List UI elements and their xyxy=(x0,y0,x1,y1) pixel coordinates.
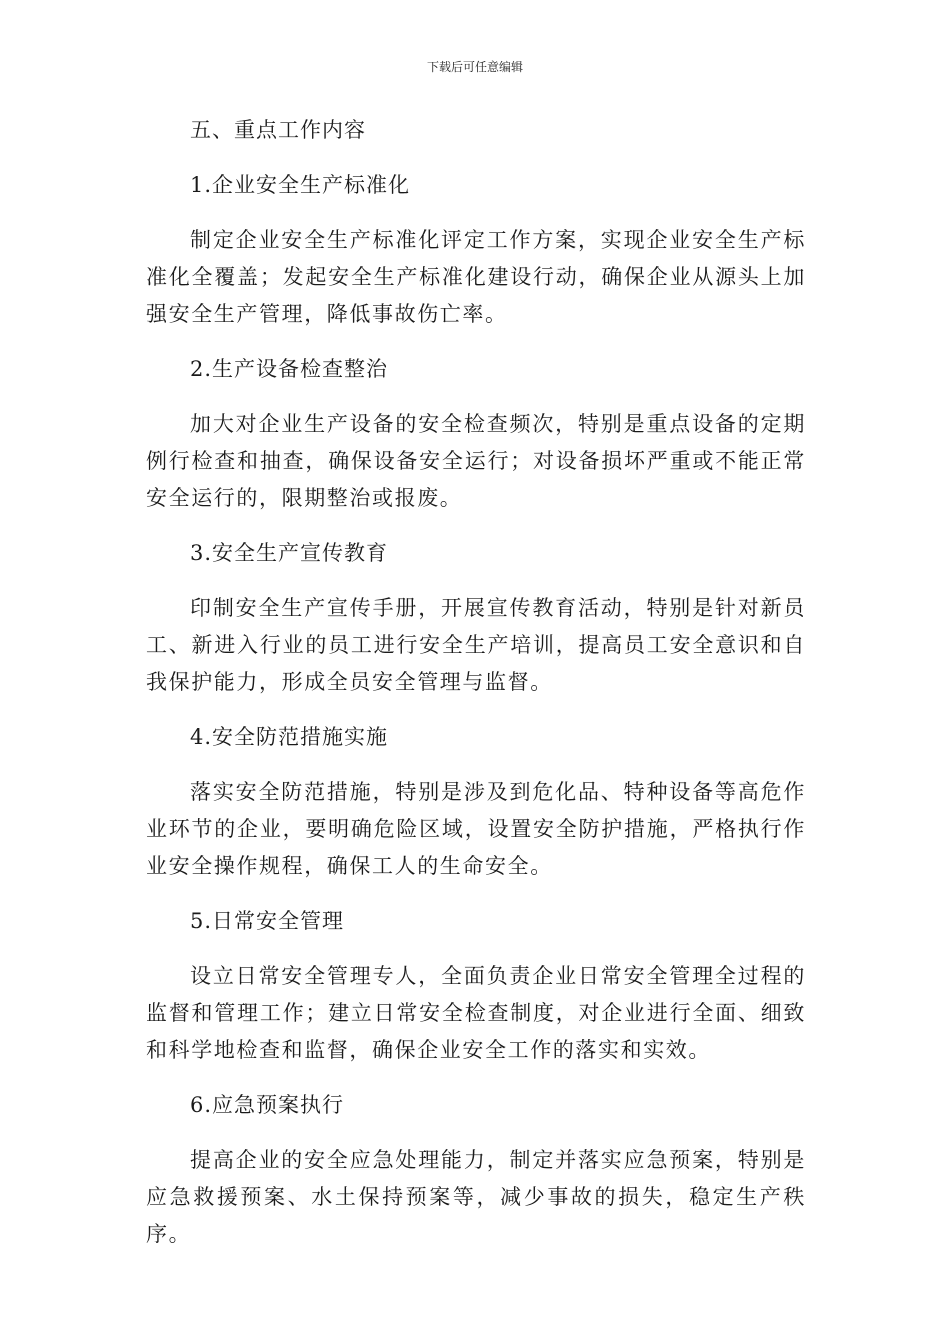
item-body-6: 提高企业的安全应急处理能力，制定并落实应急预案，特别是应急救援预案、水土保持预案等，减少事故的损失，稳定生产秩序。 xyxy=(146,1148,806,1246)
item-heading-1: 1.企业安全生产标准化 xyxy=(190,173,411,197)
item-heading-2: 2.生产设备检查整治 xyxy=(190,357,389,381)
item-body-4: 落实安全防范措施，特别是涉及到危化品、特种设备等高危作业环节的企业，要明确危险区域，设置安全防护措施，严格执行作业安全操作规程，确保工人的生命安全。 xyxy=(146,780,806,878)
document-body xyxy=(146,112,806,1271)
item-body-3: 印制安全生产宣传手册，开展宣传教育活动，特别是针对新员工、新进入行业的员工进行安全生产培训，提高员工安全意识和自我保护能力，形成全员安全管理与监督。 xyxy=(146,596,806,694)
item-body-5: 设立日常安全管理专人，全面负责企业日常安全管理全过程的监督和管理工作；建立日常安全检查制度，对企业进行全面、细致和科学地检查和监督，确保企业安全工作的落实和实效。 xyxy=(146,964,806,1062)
item-heading-5: 5.日常安全管理 xyxy=(190,909,345,933)
item-body-2: 加大对企业生产设备的安全检查频次，特别是重点设备的定期例行检查和抽查，确保设备安全运行；对设备损坏严重或不能正常安全运行的，限期整治或报废。 xyxy=(146,412,806,510)
section-title: 五、重点工作内容 xyxy=(190,118,366,142)
item-body-1: 制定企业安全生产标准化评定工作方案，实现企业安全生产标准化全覆盖；发起安全生产标准化建设行动，确保企业从源头上加强安全生产管理，降低事故伤亡率。 xyxy=(146,228,806,326)
item-heading-4: 4.安全防范措施实施 xyxy=(190,725,389,749)
item-heading-3: 3.安全生产宣传教育 xyxy=(190,541,389,565)
item-heading-6: 6.应急预案执行 xyxy=(190,1093,345,1117)
header-note: 下载后可任意编辑 xyxy=(426,60,523,74)
